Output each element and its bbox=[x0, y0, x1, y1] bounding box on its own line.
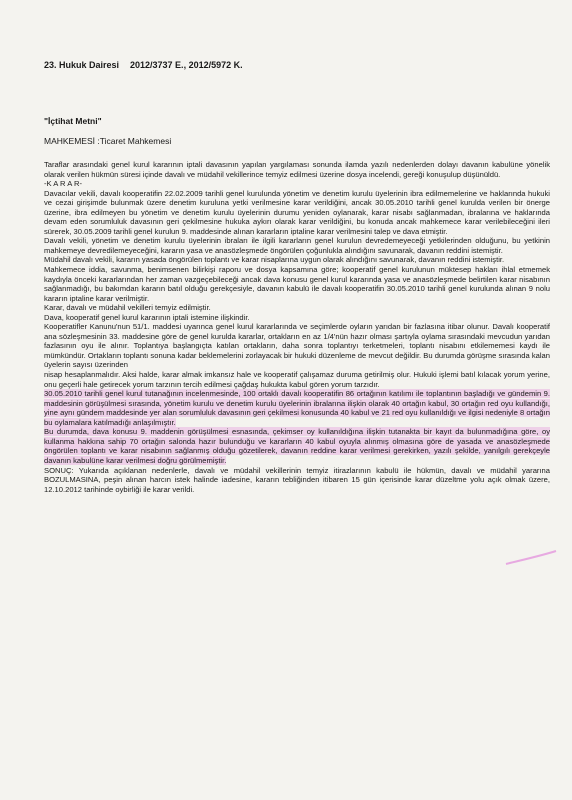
highlight-text: Bu durumda, dava konusu 9. maddenin görüşülmesi esnasında, çekimser oy kullanıldığına ilişkin tutanakta bir kayıt da bulunmadığına göre, oy kullanma hakkına sahip 70 ortağın salonda hazır bulunduğu ve kararların 40 kabul oyuyla alınmış olmasına göre de yasada ve anasözleşmede öngörülen toplantı ve karar nisabının sağlanmış olduğu gözetilerek, davanın reddine karar verilmesi gerekirken, yazılı şekilde, yanılgılı gerekçeyle davanın kabulüne karar verilmesi doğru görülmemiştir. bbox=[44, 427, 550, 465]
document-title: "İçtihat Metni" bbox=[44, 116, 102, 126]
court-name: 23. Hukuk Dairesi bbox=[44, 60, 120, 70]
decision-number: , 2012/5972 K. bbox=[183, 60, 243, 70]
highlighted-paragraph bbox=[44, 427, 550, 465]
conclusion-paragraph: SONUÇ: Yukarıda açıklanan nedenlerle, davalı ve müdahil vekillerinin temyiz itirazlarının kabulü ile hükmün, davalı ve müdahil yararına BOZULMASINA, peşin alınan harcın istek halinde iadesine, kararın tebliğinden itibaren 15 gün içerisinde karar düzeltme yolu açık olmak üzere, 12.10.2012 tarihinde oybirliği ile karar verildi. bbox=[44, 465, 550, 494]
highlight-text: 30.05.2010 tarihli genel kurul tutanağının incelenmesinde, 100 ortaklı davalı kooperatifin 86 ortağının katılımı ile toplantının başladığı ve gündemin 9. maddesinin görüşülmesi sırasında, yönetim kurulu ve denetim kurulu üyelerinin ibralarına ilişkin olarak 40 ortağın kabul, 30 ortağın red oyu kullandığı, yine aynı gündem maddesinde yer alan sorumluluk davasının geri çekilmesi konusunda 40 kabul ve 21 red oyu kullanıldığı ve ilgisi nedeniyle 8 ortağın bu oylamalara katılmadığı anlaşılmıştır. bbox=[44, 389, 550, 427]
paragraph: Karar, davalı ve müdahil vekilleri temyiz edilmiştir. bbox=[44, 303, 211, 313]
paragraph: Davacılar vekili, davalı kooperatifin 22.02.2009 tarihli genel kurulunda yönetim ve denetim kurulu üyelerinin ibra edilmemelerine ve haklarında hukuki ve cezai girişimde bulunmak üzere denetim kuruluna yetki verilmesine karar verildiğini, ancak 30.05.2010 tarihli genel kurulda verilen bir önerge üzerine, ibra edilmeyen bu yönetim ve denetim kurulu üyelerinin durumu yeniden oylanarak, karar nisabı sağlanmadan, ibralarına ve haklarında devam eden sorumluluk davasının geri çekilmesine hukuka aykırı olarak karar verildiğini, bu konuda ancak mahkemece karar verilebileceğini ileri sürerek, 30.05.2009 tarihli genel kurulun 9. maddesinde alınan kararların iptaline karar verilmesini talep ve dava etmiştir. bbox=[44, 188, 550, 236]
decision-heading: -K A R A R- bbox=[44, 179, 82, 189]
lower-court-line: MAHKEMESİ :Ticaret Mahkemesi bbox=[44, 136, 172, 146]
paragraph: Davalı vekili, yönetim ve denetim kurulu üyelerinin ibraları ile ilgili kararların genel kurulun devredemeyeceği yetkilerinden olduğunu, bu yetkinin mahkemeye devredilemeyeceğini, kararın yasa ve anasözleşmede öngörülen çoğunlukla alındığını savunarak, davanın reddini istemiştir. bbox=[44, 236, 550, 255]
highlighted-paragraph bbox=[44, 389, 550, 427]
paragraph: Taraflar arasındaki genel kurul kararının iptali davasının yapılan yargılaması sonunda ilamda yazılı nedenlerden dolayı davanın kabulüne yönelik olarak verilen hükmün süresi içinde davalı ve müdahil vekillerince temyiz edilmesi üzerine dosya incelendi, gereği konuşulup düşünüldü. bbox=[44, 160, 550, 179]
paragraph: Dava, kooperatif genel kurul kararının iptali istemine ilişkindir. bbox=[44, 312, 250, 322]
case-number: 2012/3737 E. bbox=[130, 60, 184, 70]
paragraph: nisap hesaplanmalıdır. Aksi halde, karar almak imkansız hale ve kooperatif çalışamaz duruma getirilmiş olur. Hukuki işlemi batıl kılacak yorum yerine, onu geçerli hale getirecek yorum tarzının tercih edilmesi çağdaş hukukta kabul gören yorum tarzıdır. bbox=[44, 370, 550, 389]
paragraph: Kooperatifler Kanunu'nun 51/1. maddesi uyarınca genel kurul kararlarında ve seçimlerde oyların yarıdan bir fazlasına itibar olunur. Davalı kooperatif ana sözleşmesinin 33. maddesine göre de genel kurulda kararlar, ortakların en az 1/4'nün hazır olması şartıyla oylama sırasındaki mevcudun yarıdan fazlasının oyu ile alınır. Toplantıya başlangıçta katılan ortakların, daha sonra toplantıyı terketmeleri, toplantı nisabını etkilememesi kaydı ile mümkündür. Ortakların toplantı sonuna kadar beklemelerini zorlayacak bir hukuki düzenleme de mevcut değildir. Bu durumda görüşme sırasında kalan üyelerin sayısı üzerinden bbox=[44, 322, 550, 370]
document-body bbox=[44, 160, 550, 494]
paragraph: Müdahil davalı vekili, kararın yasada öngörülen toplantı ve karar nisaplarına uygun olarak alındığını savunarak, davanın reddini istemiştir. bbox=[44, 255, 505, 265]
document-header bbox=[44, 60, 243, 70]
paragraph: Mahkemece iddia, savunma, benimsenen bilirkişi raporu ve dosya kapsamına göre; kooperatif genel kurulunun müktesep hakları ihlal etmemek kaydıyla önceki kararlarından her zaman vazgeçebileceği ancak dava konusu genel kurul kararında yasa ve anasözleşmede belirtilen karar nisabının sağlanmadığı, bu bakımdan kararın batıl olduğu gerekçesiyle, davanın kabulü ile davalı kooperatifin 30.05.2010 tarihli genel kurulunda alınan 9 nolu kararın iptaline karar verilmiştir. bbox=[44, 265, 550, 303]
highlighter-stroke-icon bbox=[500, 548, 560, 568]
